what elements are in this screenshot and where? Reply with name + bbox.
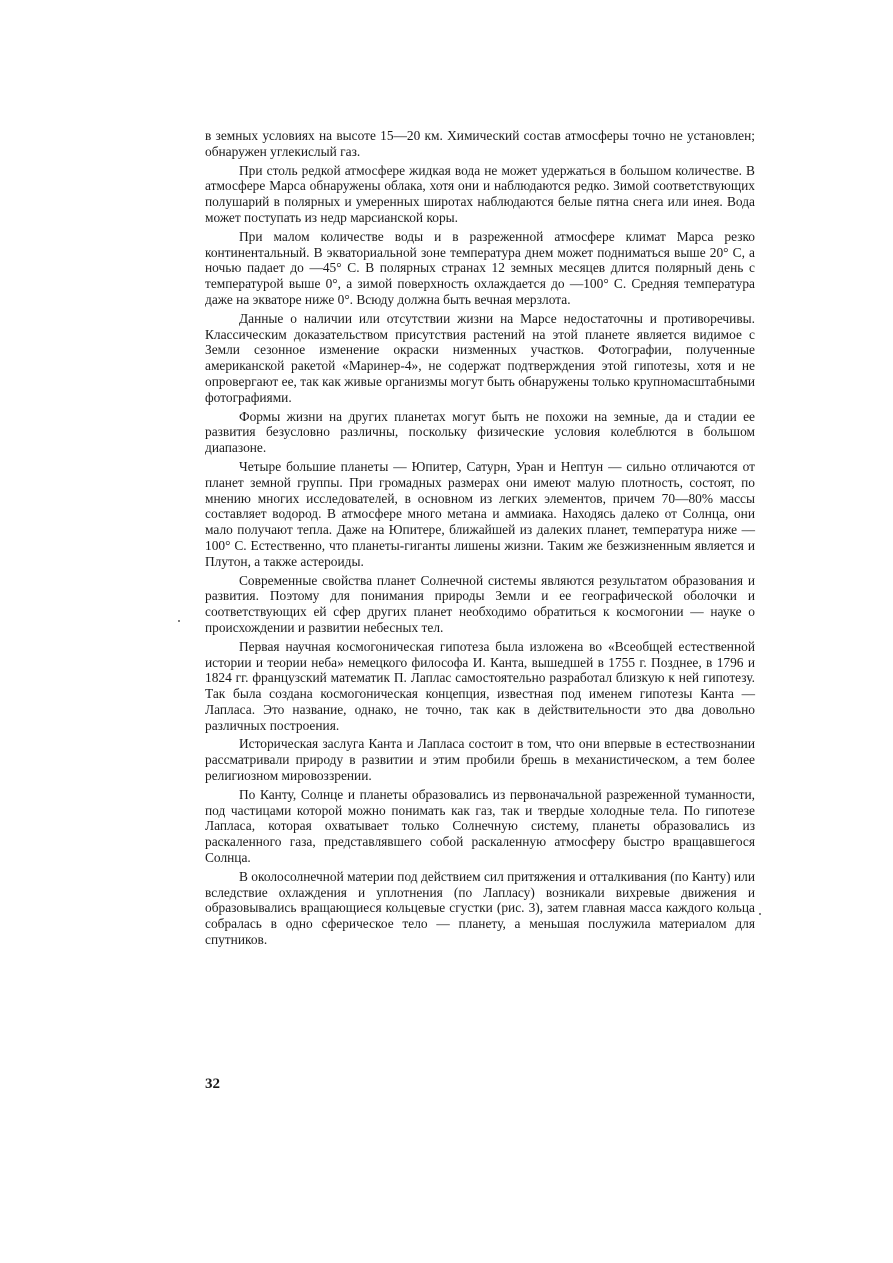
paragraph-historical-merit: Историческая заслуга Канта и Лапласа состоит в том, что они впервые в естествознании рассматривали природу в развитии и этим пробили брешь в механистическом, а тем более религиозном мировоззрении. (205, 736, 755, 784)
paragraph-atmosphere-composition: в земных условиях на высоте 15—20 км. Химический состав атмосферы точно не установлен; обнаружен углекислый газ. (205, 128, 755, 159)
scan-speck (759, 913, 761, 915)
paragraph-water-on-mars: При столь редкой атмосфере жидкая вода не может удержаться в большом количестве. В атмосфере Марса обнаружены облака, хотя они и наблюдаются редко. Зимой соответствующих полушарий в полярных и умеренных широтах наблюдаются белые пятна снега или инея. Вода может поступать из недр марсианской коры. (205, 162, 755, 225)
page-text-block (205, 128, 755, 951)
paragraph-mars-climate: При малом количестве воды и в разреженной атмосфере климат Марса резко континентальный. В экваториальной зоне температура днем может подниматься выше 20° С, а ночью падает до —45° С. В полярных странах 12 земных месяцев длится полярный день с температурой выше 0°, а зимой поверхность охлаждается до —100° С. Средняя температура даже на экваторе ниже 0°. Всюду должна быть вечная мерзлота. (205, 228, 755, 307)
paragraph-life-forms: Формы жизни на других планетах могут быть не похожи на земные, да и стадии ее развития безусловно различны, поскольку физические условия колеблются в большом диапазоне. (205, 408, 755, 456)
paragraph-vortex-rings: В околосолнечной материи под действием сил притяжения и отталкивания (по Канту) или вследствие охлаждения и уплотнения (по Лапласу) возникали вихревые движения и образовывались вращающиеся кольцевые сгустки (рис. 3), затем главная масса каждого кольца собралась в одно сферическое тело — планету, а меньшая послужила материалом для спутников. (205, 868, 755, 948)
paragraph-kant-laplace: Первая научная космогоническая гипотеза была изложена во «Всеобщей естественной истории и теории неба» немецкого философа И. Канта, вышедшей в 1755 г. Позднее, в 1796 и 1824 гг. французский математик П. Лаплас самостоятельно разработал близкую к ней гипотезу. Так была создана космогоническая концепция, известная под именем гипотезы Канта — Лапласа. Это название, однако, не точно, так как в действительности это два довольно различных построения. (205, 638, 755, 733)
paragraph-life-on-mars: Данные о наличии или отсутствии жизни на Марсе недостаточны и противоречивы. Классическим доказательством присутствия растений на этой планете является видимое с Земли сезонное изменение окраски низменных участков. Фотографии, полученные американской ракетой «Маринер-4», не содержат подтверждения этой гипотезы, хотя и не опровергают ее, так как живые организмы могут быть обнаружены только крупномасштабными фотографиями. (205, 310, 755, 405)
page-number: 32 (205, 1076, 220, 1092)
paragraph-cosmogony: Современные свойства планет Солнечной системы являются результатом образования и развития. Поэтому для понимания природы Земли и ее географической оболочки и соответствующих ей сфер других планет необходимо обратиться к космогонии — науке о происхождении и развитии небесных тел. (205, 572, 755, 635)
scan-speck (178, 620, 180, 622)
paragraph-kant-nebula: По Канту, Солнце и планеты образовались из первоначальной разреженной туманности, под частицами которой можно понимать как газ, так и твердые холодные тела. По гипотезе Лапласа, которая охватывает только Солнечную систему, планеты образовались из раскаленного газа, представлявшего собой раскаленную атмосферу быстро вращавшегося Солнца. (205, 786, 755, 866)
paragraph-giant-planets: Четыре большие планеты — Юпитер, Сатурн, Уран и Нептун — сильно отличаются от планет земной группы. При громадных размерах они имеют малую плотность, состоят, по мнению многих исследователей, в основном из легких элементов, причем 70—80% массы составляет водород. В атмосфере много метана и аммиака. Находясь далеко от Солнца, они мало получают тепла. Даже на Юпитере, ближайшей из далеких планет, температура ниже — 100° С. Естественно, что планеты-гиганты лишены жизни. Таким же безжизненным является и Плутон, а также астероиды. (205, 458, 755, 569)
